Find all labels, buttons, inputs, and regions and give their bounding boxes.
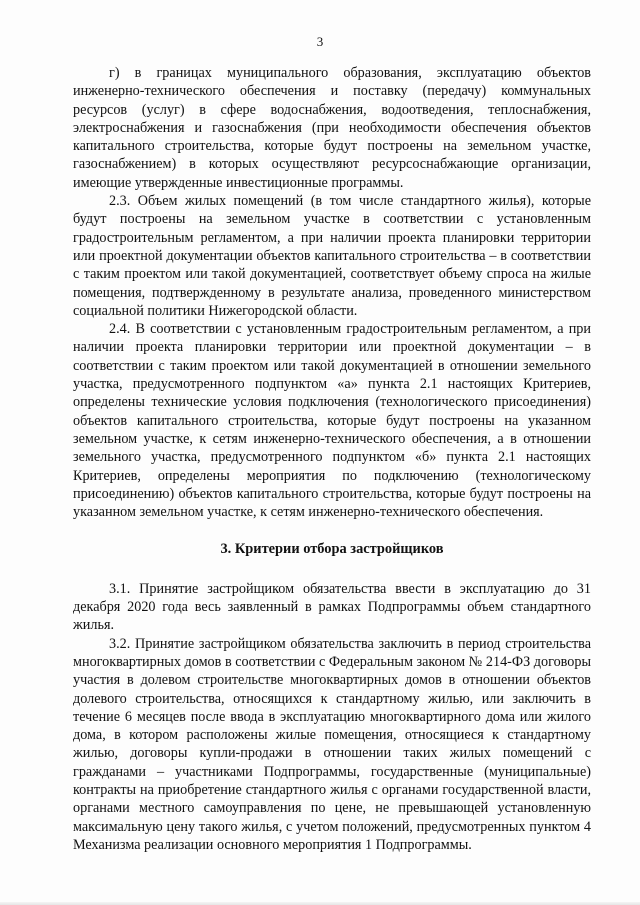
page-number: 3 [316,34,324,49]
paragraph-2-4: 2.4. В соответствии с установленным градостроительным регламентом, а при наличии проекта планировки территории или проектной документации – в соответствии с таким проектом или такой документацией в отношении земельного участка, предусмотренного подпунктом «а» пункта 2.1 настоящих Критериев, определены технические условия подключения (технологического присоединения) объектов капитального строительства, которые будут построены на указанном земельном участке, к сетям инженерно-технического обеспечения, а в отношении земельного участка, предусмотренного подпунктом «б» пункта 2.1 настоящих Критериев, определены мероприятия по подключению (технологическому присоединению) объектов капитального строительства, которые будут построены на указанном земельном участке, к сетям инженерно-технического обеспечения. [73,321,591,521]
document-body [73,64,591,854]
paragraph-3-1: 3.1. Принятие застройщиком обязательства ввести в эксплуатацию до 31 декабря 2020 года весь заявленный в рамках Подпрограммы объем стандартного жилья. [73,580,591,634]
paragraph-2-2-g: г) в границах муниципального образования, эксплуатацию объектов инженерно-технического обеспечения и поставку (передачу) коммунальных ресурсов (услуг) в сфере водоснабжения, водоотведения, теплоснабжения, электроснабжения и газоснабжения (при необходимости обеспечения объектов капитального строительства, которые будут построены на земельном участке, газоснабжением) в которых осуществляют ресурсоснабжающие организации, имеющие утвержденные инвестиционные программы. [73,65,591,191]
section-heading: 3. Критерии отбора застройщиков [220,541,444,558]
paragraph-3-2: 3.2. Принятие застройщиком обязательства заключить в период строительства многоквартирных домов в соответствии с Федеральным законом № 214-ФЗ договоры участия в долевом строительстве многоквартирных домов в отношении объектов долевого строительства, относящихся к стандартному жилью, или заключить в течение 6 месяцев после ввода в эксплуатацию многоквартирного дома или жилого дома, в котором расположены жилые помещения, относящиеся к стандартному жилью, договоры купли-продажи в отношении таких жилых помещений с гражданами – участниками Подпрограммы, государственные (муниципальные) контракты на приобретение стандартного жилья с органами государственной власти, органами местного самоуправления по цене, не превышающей установленную максимальную цену такого жилья, с учетом положений, предусмотренных пунктом 4 Механизма реализации основного мероприятия 1 Подпрограммы. [73,635,591,853]
paragraph-2-3: 2.3. Объем жилых помещений (в том числе стандартного жилья), которые будут построены на земельном участке в соответствии с установленным градостроительным регламентом, а при наличии проекта планировки территории или проектной документации объектов капитального строительства – в соответствии с таким проектом или такой документацией, соответствует объему спроса на жилые помещения, подтвержденному в результате анализа, проведенного министерством социальной политики Нижегородской области. [73,193,591,319]
